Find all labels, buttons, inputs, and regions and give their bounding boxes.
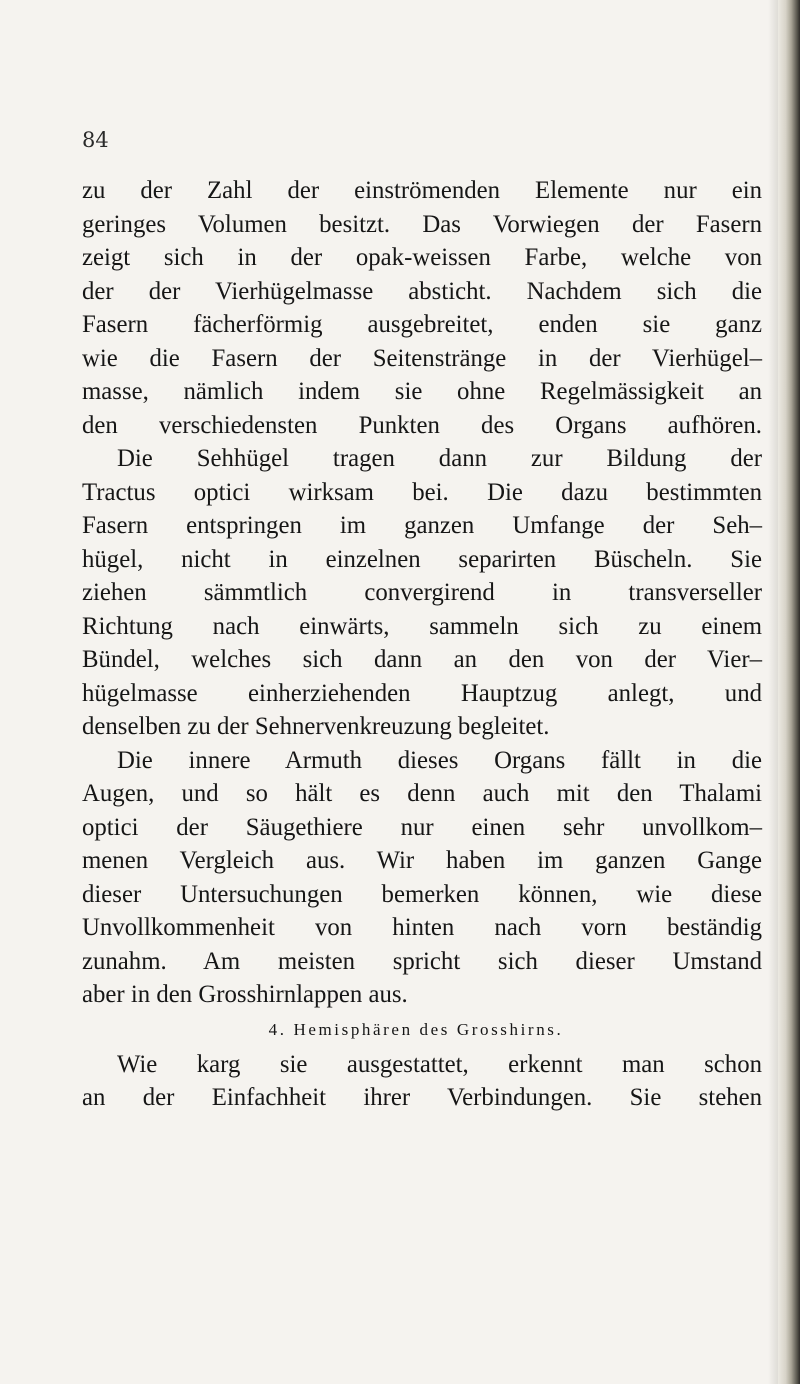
text-line: zunahm. Am meisten spricht sich dieser Umstand	[82, 947, 762, 975]
text-line: Augen, und so hält es denn auch mit den Thalami	[82, 780, 762, 807]
text-line: Richtung nach einwärts, sammeln sich zu einem	[82, 612, 762, 640]
text-line: den verschiedensten Punkten des Organs aufhören.	[82, 411, 762, 439]
text-line: wie die Fasern der Seitenstränge in der Vierhügel–	[82, 344, 762, 372]
text-line: aber in den Grosshirnlappen aus.	[82, 981, 408, 1008]
text-line: Fasern entspringen im ganzen Umfange der Seh–	[82, 512, 762, 539]
text-line: menen Vergleich aus. Wir haben im ganzen Gange	[82, 847, 762, 874]
text-line: Bündel, welches sich dann an den von der Vier–	[82, 646, 762, 673]
text-line: denselben zu der Sehnervenkreuzung begleitet.	[82, 713, 550, 740]
text-line: zeigt sich in der opak-weissen Farbe, welche von	[82, 244, 762, 271]
book-binding-edge	[778, 0, 800, 1384]
text-line: Die innere Armuth dieses Organs fällt in die	[117, 746, 762, 774]
text-line: zu der Zahl der einströmenden Elemente nur ein	[82, 177, 762, 204]
text-line: Unvollkommenheit von hinten nach vorn beständig	[82, 914, 762, 941]
text-line: geringes Volumen besitzt. Das Vorwiegen der Fasern	[82, 210, 762, 238]
text-line: ziehen sämmtlich convergirend in transverseller	[82, 579, 762, 606]
text-line: hügelmasse einherziehenden Hauptzug anlegt, und	[82, 679, 762, 707]
text-line: Die Sehhügel tragen dann zur Bildung der	[117, 445, 762, 472]
text-line: dieser Untersuchungen bemerken können, wie diese	[82, 880, 762, 908]
page-number: 84	[82, 128, 109, 152]
section-heading: 4. Hemisphären des Grosshirns.	[268, 1019, 564, 1039]
text-line: Fasern fächerförmig ausgebreitet, enden sie ganz	[82, 311, 762, 338]
text-line: hügel, nicht in einzelnen separirten Büscheln. Sie	[82, 545, 762, 573]
body-text	[82, 174, 762, 1115]
text-line: an der Einfachheit ihrer Verbindungen. Sie stehen	[82, 1084, 762, 1111]
text-line: optici der Säugethiere nur einen sehr unvollkom–	[82, 813, 762, 841]
text-line: Wie karg sie ausgestattet, erkennt man schon	[117, 1050, 762, 1078]
text-line: Tractus optici wirksam bei. Die dazu bestimmten	[82, 478, 762, 506]
text-line: der der Vierhügelmasse absticht. Nachdem sich die	[82, 277, 762, 305]
text-line: masse, nämlich indem sie ohne Regelmässigkeit an	[82, 378, 762, 405]
